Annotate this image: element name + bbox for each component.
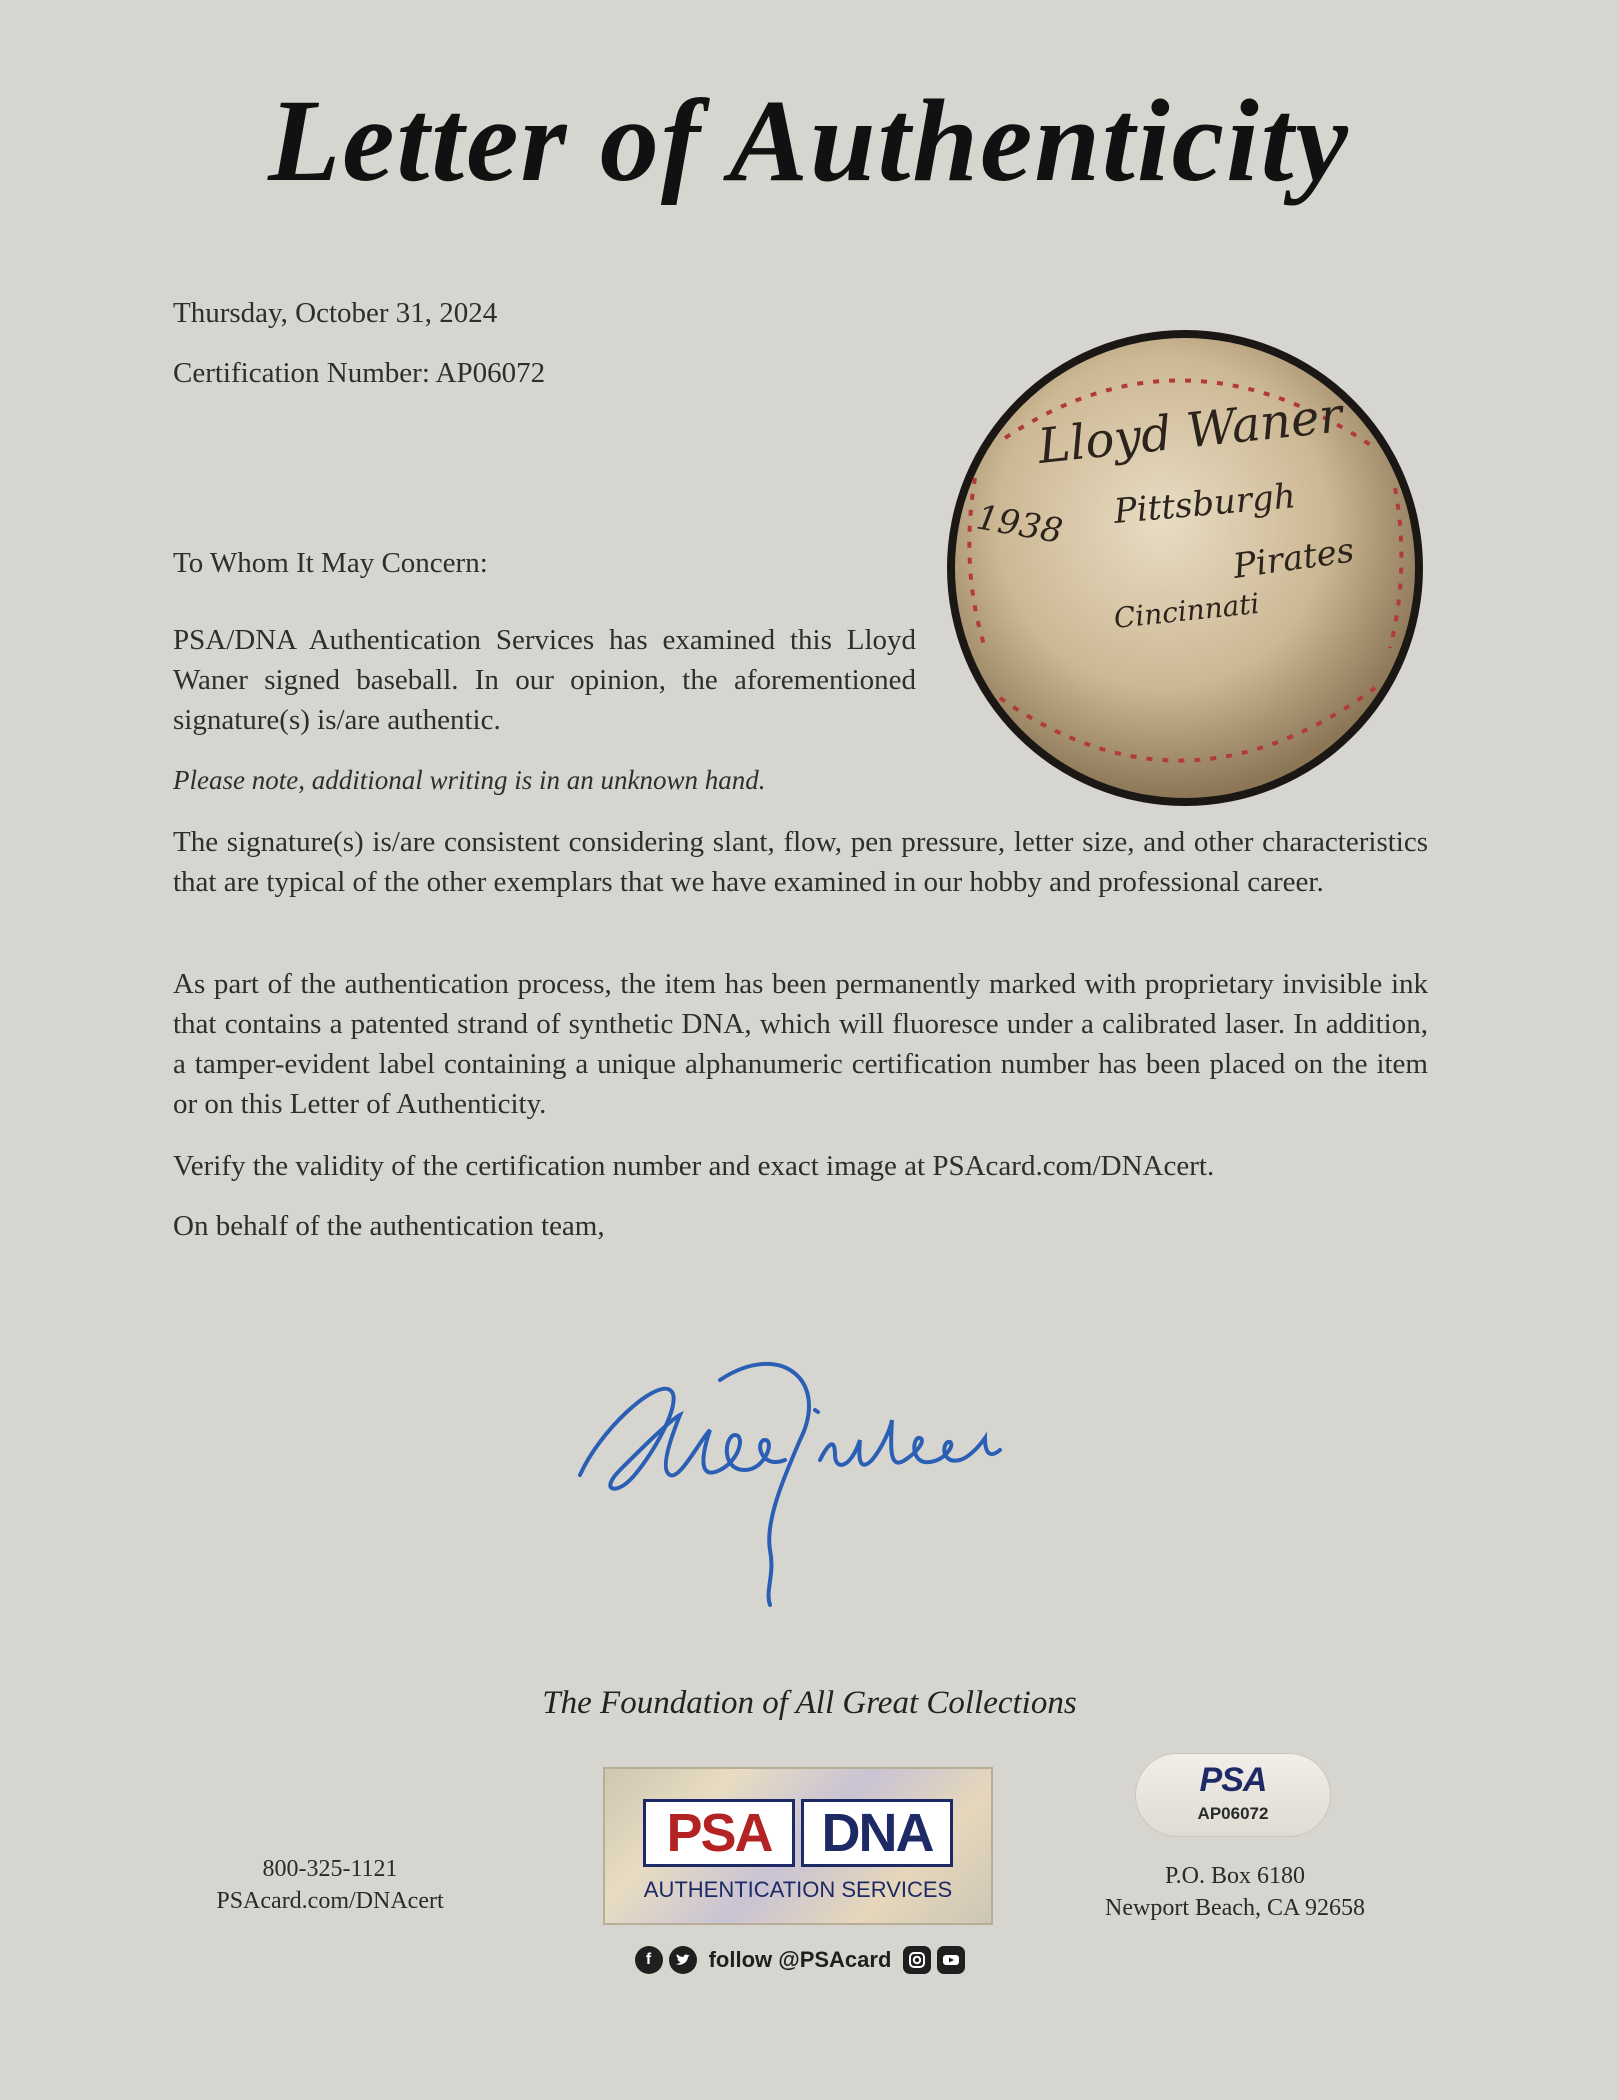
tamper-evident-label [1135, 1753, 1331, 1837]
hologram-psa-mark: PSA [643, 1799, 795, 1867]
twitter-icon[interactable] [669, 1946, 697, 1974]
contact-info [180, 1853, 480, 1917]
closing-line: On behalf of the authentication team, [173, 1210, 605, 1242]
social-links [600, 1942, 1000, 1978]
address-line1: P.O. Box 6180 [1164, 1863, 1306, 1889]
psa-dna-hologram [603, 1767, 993, 1925]
hologram-dna-mark: DNA [801, 1799, 953, 1867]
address-line2: Newport Beach, CA 92658 [1105, 1895, 1365, 1921]
hologram-services-text: AUTHENTICATION SERVICES [643, 1877, 953, 1902]
authenticator-signature [560, 1320, 1080, 1620]
note-unknown-hand: Please note, additional writing is in an unknown hand. [173, 765, 766, 795]
ball-inscription-line3: Pirates [1230, 530, 1357, 587]
paragraph-verify: Verify the validity of the certification number and exact image at PSAcard.com/DNAcert. [173, 1150, 1215, 1182]
ball-inscription-line4: 1938 [973, 497, 1066, 552]
ball-inscription-line2: Pittsburgh [1112, 476, 1298, 532]
mailing-address [1085, 1860, 1385, 1924]
paragraph-consistency: The signature(s) is/are consistent considering slant, flow, pen pressure, letter size, and other characteristics that are typical of the other exemplars that we have examined in our hobby and professional career. [173, 826, 1428, 898]
ball-inscription-line5: Cincinnati [1112, 586, 1261, 635]
label-psa-logo: PSA [1199, 1761, 1267, 1799]
baseball-photo [945, 328, 1425, 808]
social-handle[interactable]: follow @PSAcard [708, 1947, 892, 1972]
letter-date: Thursday, October 31, 2024 [173, 297, 498, 329]
salutation: To Whom It May Concern: [173, 547, 488, 579]
label-certification-number: AP06072 [1197, 1804, 1269, 1823]
certification-number: Certification Number: AP06072 [173, 357, 546, 389]
letter-title-text: Letter of Authenticity [268, 75, 1350, 206]
paragraph-examination: PSA/DNA Authentication Services has examined this Lloyd Waner signed baseball. In our opinion, the aforementioned signature(s) is/are authentic. [173, 624, 916, 736]
website-link[interactable]: PSAcard.com/DNAcert [216, 1888, 444, 1914]
letter-title [0, 40, 1619, 260]
paragraph-process: As part of the authentication process, the item has been permanently marked with proprietary invisible ink that contains a patented strand of synthetic DNA, which will fluoresce under a calibrated laser. In addition, a tamper-evident label containing a unique alphanumeric certification number has been placed on the item or on this Letter of Authenticity. [173, 968, 1428, 1120]
ball-inscription-line1: Lloyd Waner [1035, 387, 1345, 475]
instagram-icon[interactable] [903, 1946, 931, 1974]
facebook-icon[interactable]: f [635, 1946, 663, 1974]
phone-number: 800-325-1121 [262, 1856, 398, 1882]
youtube-icon[interactable] [937, 1946, 965, 1974]
tagline: The Foundation of All Great Collections [542, 1685, 1077, 1721]
